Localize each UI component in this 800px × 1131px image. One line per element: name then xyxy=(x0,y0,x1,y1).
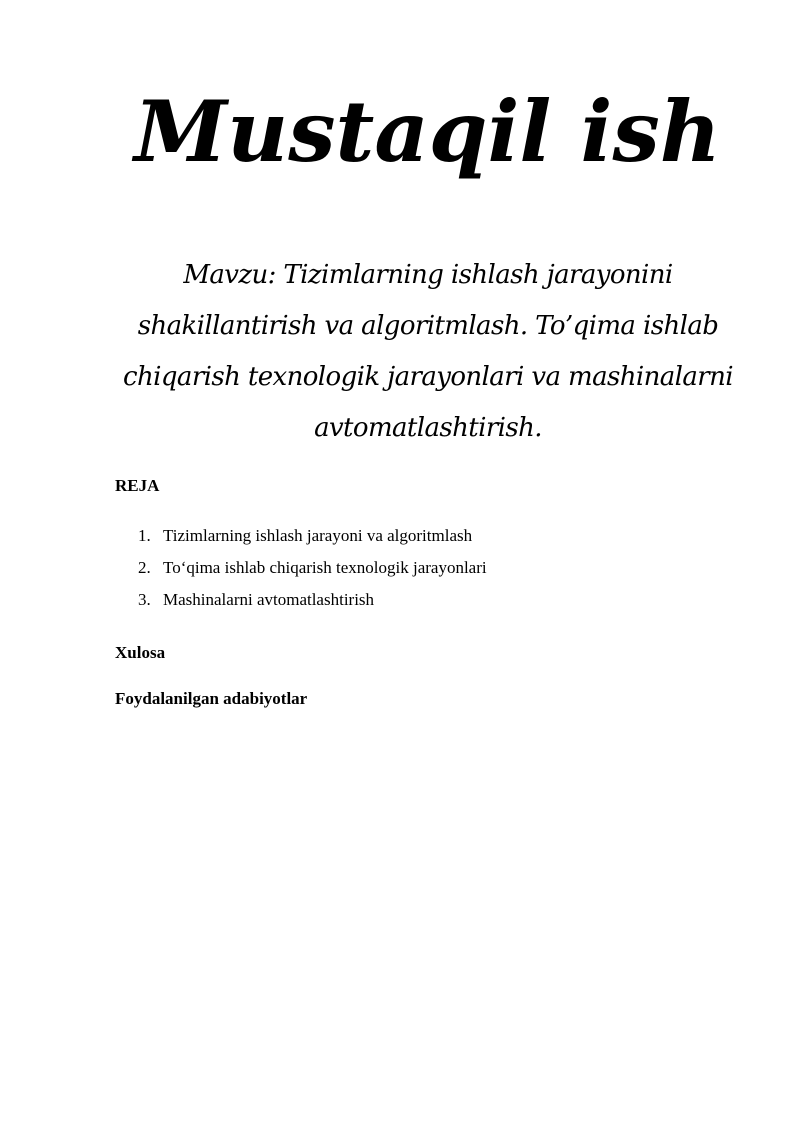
plan-item-text: Tizimlarning ishlash jarayoni va algoritmlash xyxy=(163,526,473,545)
conclusion-heading: Xulosa xyxy=(115,643,166,662)
plan-item-number: 1. xyxy=(138,526,151,545)
plan-item xyxy=(138,524,487,556)
document-title: Mustaqil ish xyxy=(134,82,721,181)
references-heading: Foydalanilgan adabiyotlar xyxy=(115,689,308,708)
plan-heading: REJA xyxy=(115,476,160,495)
plan-item-number: 3. xyxy=(138,590,151,609)
plan-item xyxy=(138,556,487,588)
document-topic: Mavzu: Tizimlarning ishlash jarayonini shakillantirish va algoritmlash. To’qima ishlab chiqarish texnologik jarayonlari va mashinalarni avtomatlashtirish. xyxy=(123,260,733,443)
plan-item xyxy=(138,588,487,620)
plan-item-text: Mashinalarni avtomatlashtirish xyxy=(163,590,375,609)
plan-item-number: 2. xyxy=(138,558,151,577)
plan-item-text: To‘qima ishlab chiqarish texnologik jarayonlari xyxy=(163,558,487,577)
plan-list xyxy=(138,524,487,620)
